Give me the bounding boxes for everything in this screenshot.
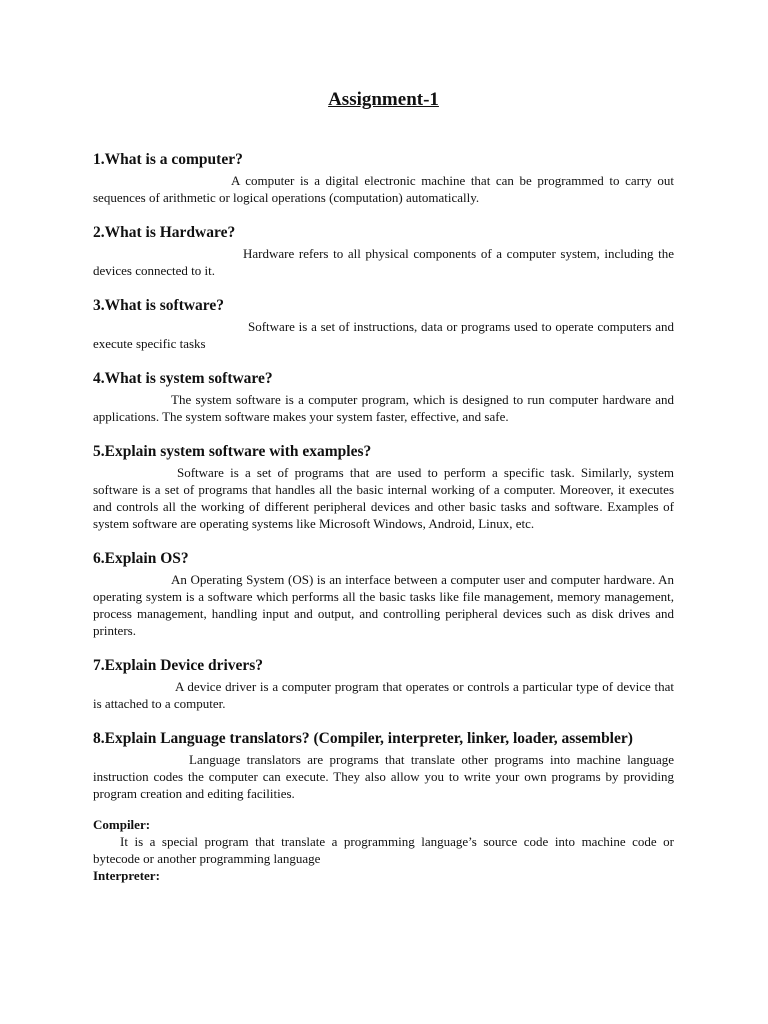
answer-text: An Operating System (OS) is an interface between a computer user and computer hardware. An operating system is a software which performs all the basic tasks like file management, memory management, process management, handling input and output, and controlling peripheral devices such as disk drives and printers. <box>93 572 674 638</box>
compiler-text: It is a special program that translate a programming language’s source code into machine code or bytecode or another programming language <box>93 834 674 866</box>
question-heading: 4.What is system software? <box>93 370 273 387</box>
section-what-is-hardware <box>93 223 674 279</box>
document-title: Assignment-1 <box>328 89 439 110</box>
section-system-software-examples <box>93 442 674 532</box>
section-explain-os <box>93 549 674 639</box>
section-system-software <box>93 369 674 425</box>
answer-text: The system software is a computer program, which is designed to run computer hardware and applications. The system software makes your system faster, effective, and safe. <box>93 392 674 424</box>
interpreter-block <box>93 867 674 884</box>
answer-text: Hardware refers to all physical components of a computer system, including the devices connected to it. <box>93 246 674 278</box>
answer-text: Software is a set of programs that are used to perform a specific task. Similarly, system software is a set of programs that handles all the basic internal working of a computer. Moreover, it executes and controls all the working of different peripheral devices and other basic tasks and software. Examples of system software are operating systems like Microsoft Windows, Android, Linux, etc. <box>93 465 674 531</box>
question-heading: 5.Explain system software with examples? <box>93 443 372 460</box>
interpreter-heading: Interpreter: <box>93 868 160 883</box>
question-heading: 8.Explain Language translators? (Compiler, interpreter, linker, loader, assembler) <box>93 730 633 747</box>
section-what-is-computer <box>93 150 674 206</box>
compiler-heading: Compiler: <box>93 817 151 832</box>
compiler-block <box>93 816 674 867</box>
section-what-is-software <box>93 296 674 352</box>
answer-text: A computer is a digital electronic machine that can be programmed to carry out sequences of arithmetic or logical operations (computation) automatically. <box>93 173 674 205</box>
answer-text: Software is a set of instructions, data or programs used to operate computers and execute specific tasks <box>93 319 674 351</box>
section-language-translators <box>93 729 674 802</box>
question-heading: 6.Explain OS? <box>93 550 189 567</box>
question-heading: 2.What is Hardware? <box>93 224 236 241</box>
section-device-drivers <box>93 656 674 712</box>
question-heading: 7.Explain Device drivers? <box>93 657 264 674</box>
question-heading: 3.What is software? <box>93 297 225 314</box>
answer-text: A device driver is a computer program that operates or controls a particular type of device that is attached to a computer. <box>93 679 674 711</box>
answer-text: Language translators are programs that translate other programs into machine language instruction codes the computer can execute. They also allow you to write your own programs by providing program creation and editing facilities. <box>93 752 674 801</box>
question-heading: 1.What is a computer? <box>93 151 243 168</box>
